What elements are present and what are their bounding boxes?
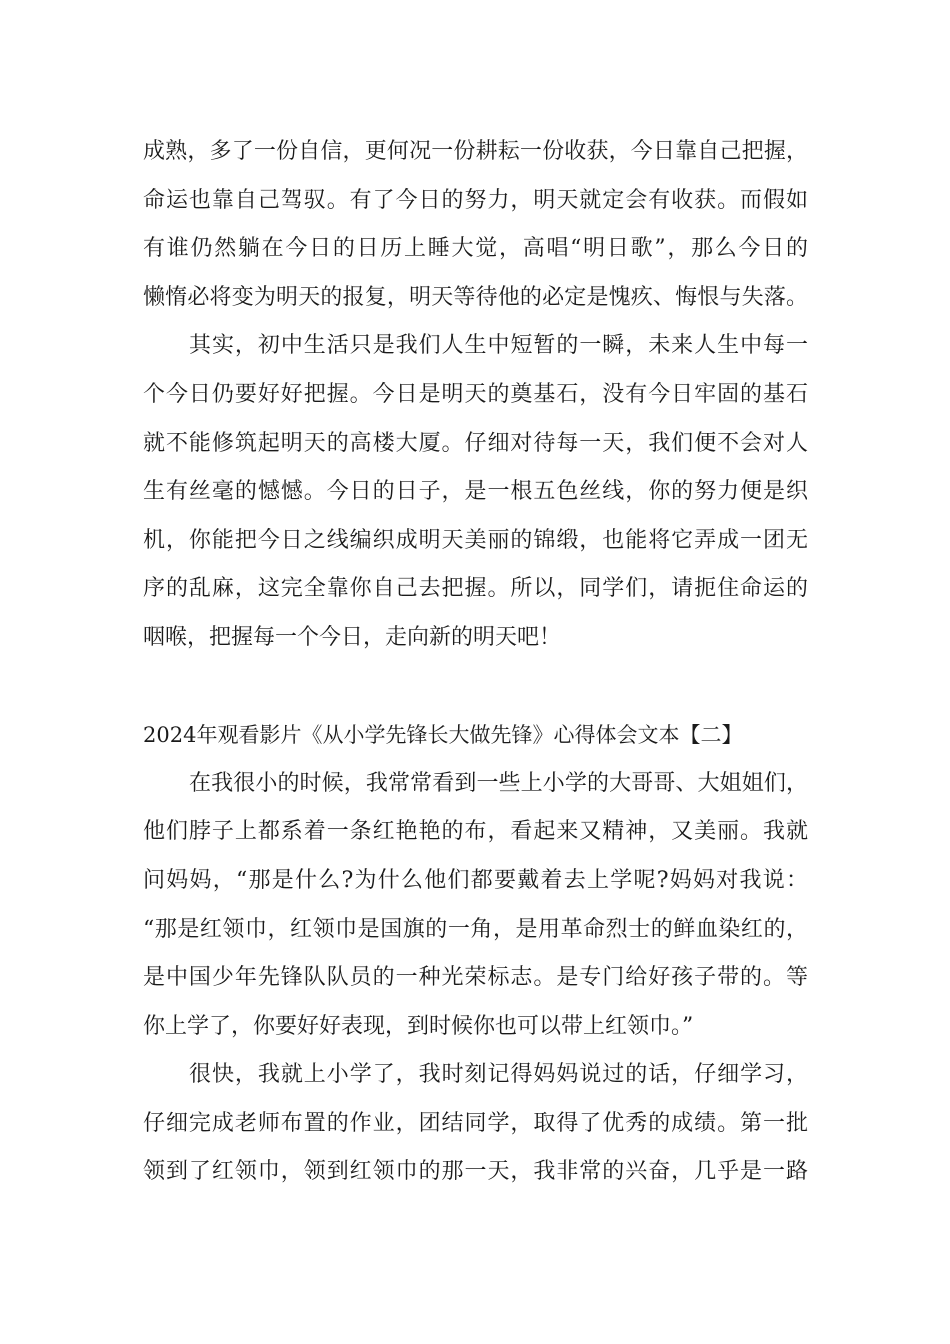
paragraph [143, 128, 808, 322]
text-line: 懒惰必将变为明天的报复，明天等待他的必定是愧疚、悔恨与失落。 [143, 284, 808, 310]
text-line: 命运也靠自己驾驭。有了今日的努力，明天就定会有收获。而假如 [143, 187, 808, 213]
paragraph [143, 1051, 808, 1197]
text-line: 生有丝毫的憾憾。今日的日子，是一根五色丝线，你的努力便是织 [143, 479, 808, 505]
text-line: 是中国少年先锋队队员的一种光荣标志。是专门给好孩子带的。等 [143, 965, 808, 991]
section-heading: 2024年观看影片《从小学先锋长大做先锋》心得体会文本【二】 [143, 723, 743, 748]
paragraph [143, 322, 808, 662]
text-line: 机，你能把今日之线编织成明天美丽的锦缎，也能将它弄成一团无 [143, 527, 808, 553]
text-line: “那是红领巾，红领巾是国旗的一角，是用革命烈士的鲜血染红的， [143, 916, 808, 942]
text-line: 有谁仍然躺在今日的日历上睡大觉，高唱“明日歌”，那么今日的 [143, 236, 808, 262]
text-line: 很快，我就上小学了，我时刻记得妈妈说过的话，仔细学习， [189, 1062, 808, 1088]
text-line: 个今日仍要好好把握。今日是明天的奠基石，没有今日牢固的基石 [143, 381, 808, 407]
text-line: 问妈妈，“那是什么?为什么他们都要戴着去上学呢?妈妈对我说： [143, 867, 808, 893]
blank-line [143, 663, 808, 712]
document-body [143, 128, 808, 1197]
text-line: 序的乱麻，这完全靠你自己去把握。所以，同学们，请扼住命运的 [143, 576, 808, 602]
text-line: 咽喉，把握每一个今日，走向新的明天吧！ [143, 624, 562, 650]
text-line: 你上学了，你要好好表现，到时候你也可以带上红领巾。” [143, 1013, 694, 1039]
text-line: 成熟，多了一份自信，更何况一份耕耘一份收获，今日靠自己把握， [143, 139, 808, 164]
text-line: 在我很小的时候，我常常看到一些上小学的大哥哥、大姐姐们， [189, 770, 808, 796]
text-line: 其实，初中生活只是我们人生中短暂的一瞬，未来人生中每一 [189, 333, 808, 359]
text-line: 他们脖子上都系着一条红艳艳的布，看起来又精神，又美丽。我就 [143, 819, 808, 845]
paragraph [143, 760, 808, 1052]
text-line: 领到了红领巾，领到红领巾的那一天，我非常的兴奋，几乎是一路 [143, 1159, 808, 1185]
text-line: 就不能修筑起明天的高楼大厦。仔细对待每一天，我们便不会对人 [143, 430, 808, 456]
text-line: 仔细完成老师布置的作业，团结同学，取得了优秀的成绩。第一批 [143, 1110, 808, 1136]
